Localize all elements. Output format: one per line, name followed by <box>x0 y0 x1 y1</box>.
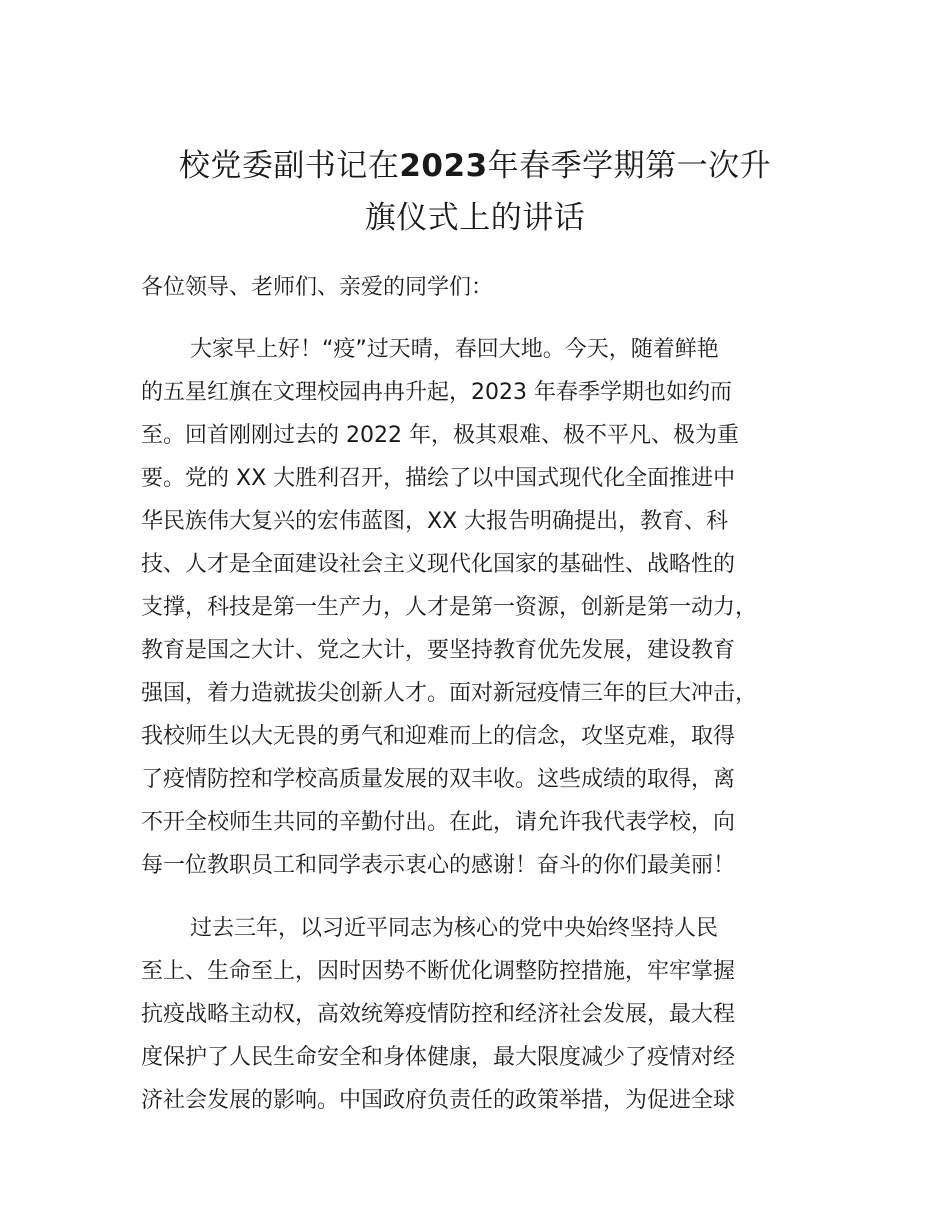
title-line-1 <box>179 148 771 184</box>
paragraph-line: 强国，着力造就拔尖创新人才。面对新冠疫情三年的巨大冲击， <box>141 681 758 706</box>
paragraph-line: 华民族伟大复兴的宏伟蓝图，XX 大报告明确提出，教育、科 <box>141 509 729 534</box>
paragraph-line: 济社会发展的影响。中国政府负责任的政策举措，为促进全球 <box>141 1088 736 1113</box>
title-line-2: 旗仪式上的讲话 <box>364 200 586 236</box>
paragraph-line: 大家早上好！“疫”过天晴，春回大地。今天，随着鲜艳 <box>190 337 719 362</box>
paragraph-line: 抗疫战略主动权，高效统筹疫情防控和经济社会发展，最大程 <box>141 1002 736 1027</box>
document-title <box>140 140 810 244</box>
body-paragraph-2 <box>141 907 841 1122</box>
paragraph-line: 支撑，科技是第一生产力，人才是第一资源，创新是第一动力， <box>141 595 758 620</box>
body-paragraph-1 <box>141 328 841 887</box>
paragraph-line: 度保护了人民生命安全和身体健康，最大限度减少了疫情对经 <box>141 1045 736 1070</box>
paragraph-line: 的五星红旗在文理校园冉冉升起，2023 年春季学期也如约而 <box>141 380 732 405</box>
title-part-1: 校党委副书记在 <box>178 148 400 184</box>
paragraph-line: 不开全校师生共同的辛勤付出。在此，请允许我代表学校，向 <box>141 810 736 835</box>
paragraph-line: 每一位教职员工和同学表示衷心的感谢！奋斗的你们最美丽！ <box>141 853 736 878</box>
paragraph-line: 了疫情防控和学校高质量发展的双丰收。这些成绩的取得，离 <box>141 767 736 792</box>
paragraph-line: 过去三年，以习近平同志为核心的党中央始终坚持人民 <box>190 916 719 941</box>
paragraph-line: 至。回首刚刚过去的 2022 年，极其艰难、极不平凡、极为重 <box>141 423 739 448</box>
title-part-2: 年春季学期第一次升 <box>487 148 772 184</box>
title-year: 2023 <box>399 148 488 184</box>
salutation: 各位领导、老师们、亲爱的同学们： <box>141 275 494 300</box>
paragraph-line: 至上、生命至上，因时因势不断优化调整防控措施，牢牢掌握 <box>141 959 736 984</box>
paragraph-line: 技、人才是全面建设社会主义现代化国家的基础性、战略性的 <box>141 552 736 577</box>
paragraph-line: 我校师生以大无畏的勇气和迎难而上的信念，攻坚克难，取得 <box>141 724 736 749</box>
paragraph-line: 教育是国之大计、党之大计，要坚持教育优先发展，建设教育 <box>141 638 736 663</box>
paragraph-line: 要。党的 XX 大胜利召开，描绘了以中国式现代化全面推进中 <box>141 466 736 491</box>
